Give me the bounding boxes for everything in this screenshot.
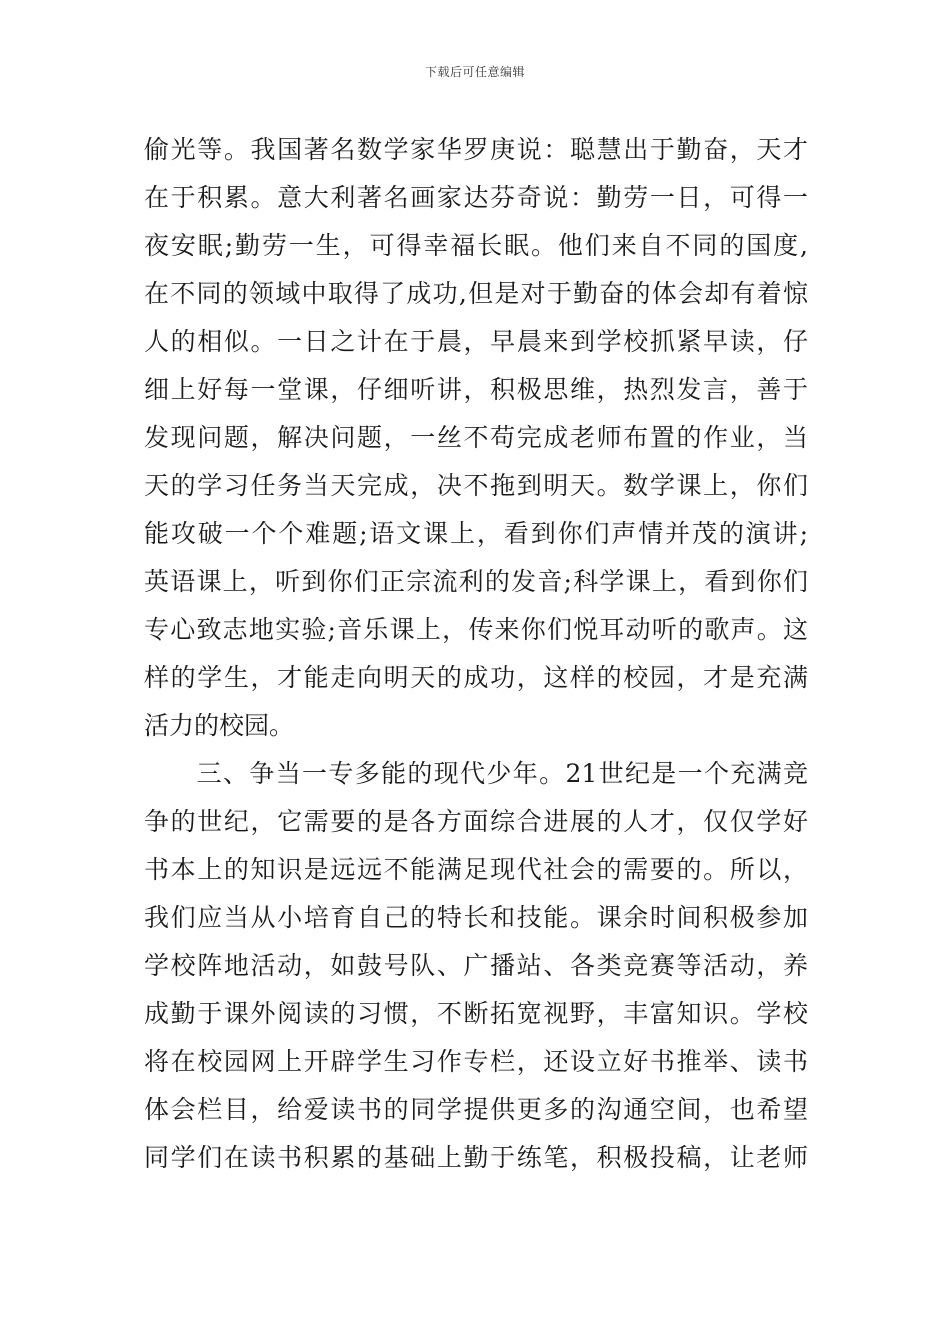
- text-line: 将在校园网上开辟学生习作专栏，还设立好书推举、读书: [144, 1047, 808, 1076]
- text-line: 偷光等。我国著名数学家华罗庚说：聪慧出于勤奋，天才: [144, 135, 808, 164]
- text-line: 英语课上，听到你们正宗流利的发音;科学课上，看到你们: [144, 567, 808, 596]
- text-line: 我们应当从小培育自己的特长和技能。课余时间积极参加: [144, 903, 808, 932]
- text-line: 发现问题，解决问题，一丝不苟完成老师布置的作业，当: [144, 423, 808, 452]
- text-line: 天的学习任务当天完成，决不拖到明天。数学课上，你们: [144, 471, 808, 500]
- text-line: 夜安眠;勤劳一生，可得幸福长眠。他们来自不同的国度,: [144, 231, 808, 260]
- text-line: 样的学生，才能走向明天的成功，这样的校园，才是充满: [144, 663, 808, 692]
- text-line: 在于积累。意大利著名画家达芬奇说：勤劳一日，可得一: [144, 183, 808, 212]
- paragraph-end-line: 活力的校园。: [144, 711, 295, 740]
- body-text: [144, 126, 808, 1182]
- text-line: 专心致志地实验;音乐课上，传来你们悦耳动听的歌声。这: [144, 615, 808, 644]
- running-header: 下载后可任意编辑: [424, 65, 525, 79]
- text-line: 体会栏目，给爱读书的同学提供更多的沟通空间，也希望: [144, 1095, 808, 1124]
- text-line: 书本上的知识是远远不能满足现代社会的需要的。所以，: [144, 855, 808, 884]
- paragraph-start-line: 三、争当一专多能的现代少年。21世纪是一个充满竞: [144, 759, 808, 788]
- text-line: 人的相似。一日之计在于晨，早晨来到学校抓紧早读，仔: [144, 327, 808, 356]
- text-line: 在不同的领域中取得了成功,但是对于勤奋的体会却有着惊: [144, 279, 808, 308]
- text-line: 细上好每一堂课，仔细听讲，积极思维，热烈发言，善于: [144, 375, 808, 404]
- text-line: 同学们在读书积累的基础上勤于练笔，积极投稿，让老师: [144, 1143, 808, 1172]
- text-line: 能攻破一个个难题;语文课上，看到你们声情并茂的演讲;: [144, 519, 808, 548]
- text-line: 争的世纪，它需要的是各方面综合进展的人才，仅仅学好: [144, 807, 808, 836]
- text-line: 成勤于课外阅读的习惯，不断拓宽视野，丰富知识。学校: [144, 999, 808, 1028]
- text-line: 学校阵地活动，如鼓号队、广播站、各类竞赛等活动，养: [144, 951, 808, 980]
